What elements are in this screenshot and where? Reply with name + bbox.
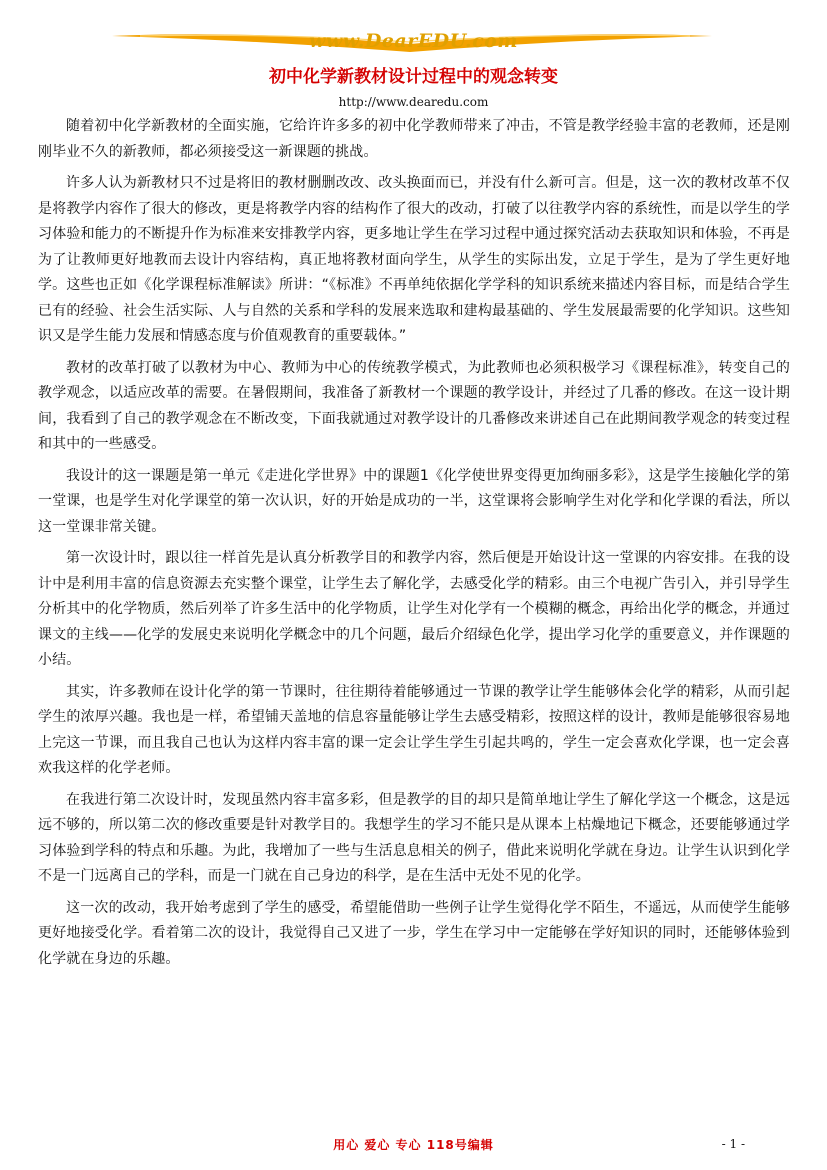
page-number: - 1 -	[721, 1137, 745, 1151]
site-logo[interactable]: www.DearEDU.com	[309, 30, 518, 52]
paragraph: 这一次的改动，我开始考虑到了学生的感受，希望能借助一些例子让学生觉得化学不陌生，不遥远，从而使学生能够更好地接受化学。看着第二次的设计，我觉得自己又进了一步，学生在学习中一定能够在学好知识的同时，还能够体验到化学就在身边的乐趣。	[38, 899, 790, 967]
page-title: 初中化学新教材设计过程中的观念转变	[269, 67, 558, 87]
paragraph: 我设计的这一课题是第一单元《走进化学世界》中的课题1《化学使世界变得更加绚丽多彩》，这是学生接触化学的第一堂课，也是学生对化学课堂的第一次认识，好的开始是成功的一半，这堂课将会影响学生对化学和化学课的看法，所以这一堂课非常关键。	[38, 467, 790, 535]
article-body	[38, 114, 790, 978]
paragraph: 在我进行第二次设计时，发现虽然内容丰富多彩，但是教学的目的却只是简单地让学生了解化学这一个概念，这是远远不够的，所以第二次的修改重要是针对教学目的。我想学生的学习不能只是从课本上枯燥地记下概念，还要能够通过学习体验到学科的特点和乐趣。为此，我增加了一些与生活息息相关的例子，借此来说明化学就在身边。让学生认识到化学不是一门远离自己的学科，而是一门就在自己身边的科学，是在生活中无处不见的化学。	[38, 791, 790, 884]
paragraph: 教材的改革打破了以教材为中心、教师为中心的传统教学模式，为此教师也必须积极学习《课程标准》，转变自己的教学观念，以适应改革的需要。在暑假期间，我准备了新教材一个课题的教学设计，并经过了几番的修改。在这一设计期间，我看到了自己的教学观念在不断改变，下面我就通过对教学设计的几番修改来讲述自己在此期间教学观念的转变过程和其中的一些感受。	[38, 359, 790, 452]
source-url[interactable]: http://www.dearedu.com	[338, 95, 489, 109]
paragraph: 许多人认为新教材只不过是将旧的教材删删改改、改头换面而已，并没有什么新可言。但是，这一次的教材改革不仅是将教学内容作了很大的修改，更是将教学内容的结构作了很大的改动，打破了以往教学内容的系统性，而是以学生的学习体验和能力的不断提升作为标准来安排教学内容，更多地让学生在学习过程中通过探究活动去获取知识和体验，不再是为了让教师更好地教而去设计内容结构，真正地将教材面向学生，从学生的实际出发，立足于学生，是为了学生更好地学。这些也正如《化学课程标准解读》所讲：“《标准》不再单纯依据化学学科的知识系统来描述内容目标，而是结合学生已有的经验、社会生活实际、人与自然的关系和学科的发展来选取和建构最基础的、学生发展最需要的化学知识。这些知识又是学生能力发展和情感态度与价值观教育的重要载体。”	[38, 175, 790, 344]
paragraph: 第一次设计时，跟以往一样首先是认真分析教学目的和教学内容，然后便是开始设计这一堂课的内容安排。在我的设计中是利用丰富的信息资源去充实整个课堂，让学生去了解化学，去感受化学的精彩。由三个电视广告引入，并引导学生分析其中的化学物质，然后列举了许多生活中的化学物质，让学生对化学有一个模糊的概念，再给出化学的概念，并通过课文的主线——化学的发展史来说明化学概念中的几个问题，最后介绍绿色化学，提出学习化学的重要意义，并作课题的小结。	[38, 550, 790, 668]
page-header	[0, 0, 827, 60]
paragraph: 其实，许多教师在设计化学的第一节课时，往往期待着能够通过一节课的教学让学生能够体会化学的精彩，从而引起学生的浓厚兴趣。我也是一样，希望铺天盖地的信息容量能够让学生去感受精彩，按照这样的设计，教师是能够很容易地上完这一节课，而且我自己也认为这样内容丰富的课一定会让学生学生引起共鸣的，学生一定会喜欢化学课，也一定会喜欢我这样的化学老师。	[38, 683, 790, 776]
paragraph: 随着初中化学新教材的全面实施，它给许许多多的初中化学教师带来了冲击，不管是教学经验丰富的老教师，还是刚刚毕业不久的新教师，都必须接受这一新课题的挑战。	[38, 118, 790, 160]
footer-slogan: 用心 爱心 专心 118号编辑	[333, 1138, 494, 1152]
